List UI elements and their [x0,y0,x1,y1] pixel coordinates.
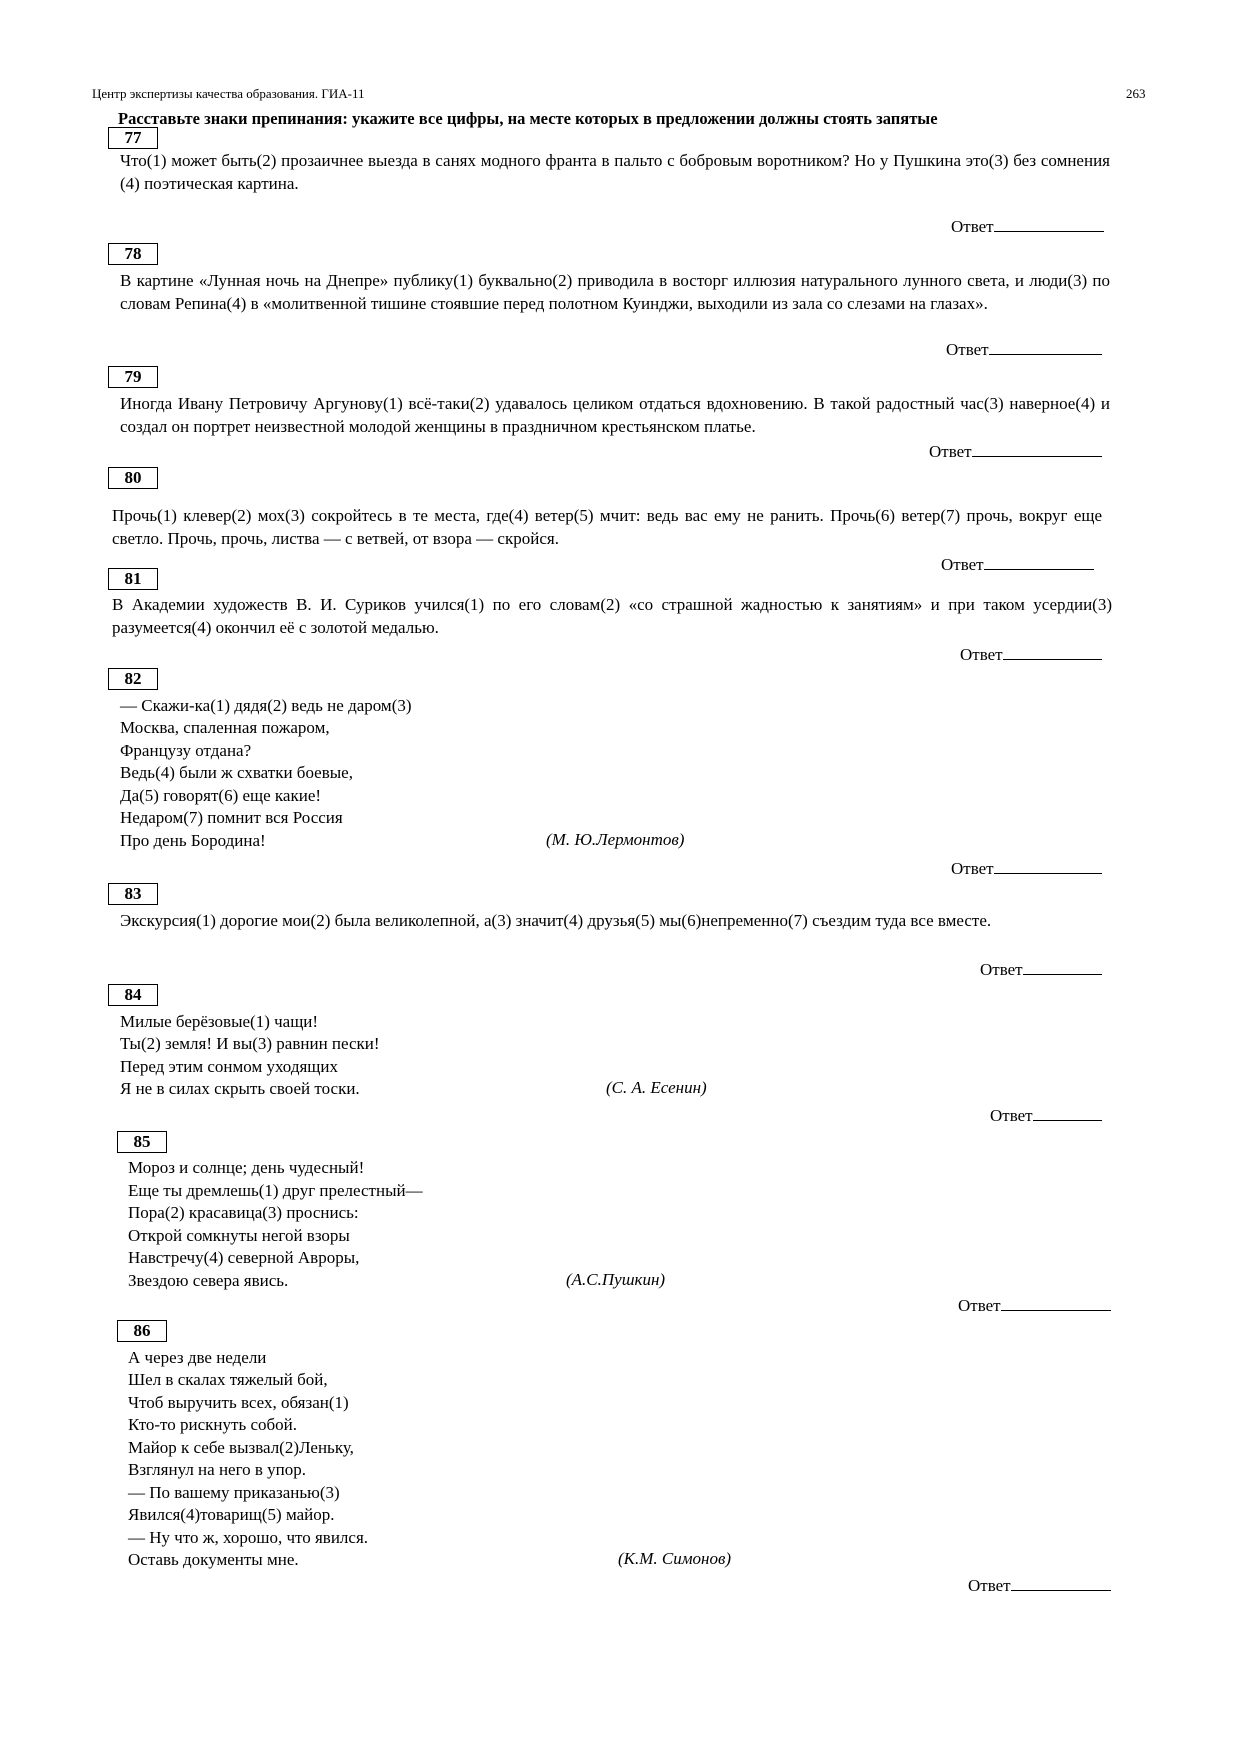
verse-line: Недаром(7) помнит вся Россия [120,808,343,827]
verse-line: Чтоб выручить всех, обязан(1) [128,1393,349,1412]
poem-author: (М. Ю.Лермонтов) [546,830,685,849]
verse-line: Взглянул на него в упор. [128,1460,307,1479]
answer-line[interactable] [994,857,1102,874]
answer-line[interactable] [984,553,1094,570]
verse-line: Ты(2) земля! И вы(3) равнин пески! [120,1034,380,1053]
answer-line[interactable] [1033,1104,1102,1121]
verse-line: Явился(4)товарищ(5) майор. [128,1505,335,1524]
task-number-box: 80 [108,467,158,489]
answer-line[interactable] [1001,1294,1111,1311]
verse-line: Милые берёзовые(1) чащи! [120,1012,319,1031]
answer-field[interactable] [946,338,1102,360]
task-number-box: 79 [108,366,158,388]
answer-line[interactable] [994,215,1104,232]
task-number-box: 77 [108,127,158,149]
answer-field[interactable] [990,1104,1102,1126]
answer-label: Ответ [941,555,984,574]
verse-line: Французу отдана? [120,741,252,760]
task-text: Иногда Ивану Петровичу Аргунову(1) всё-таки(2) удавалось целиком отдаться вдохновению. В такой радостный час(3) наверное(4) и создал он портрет неизвестной молодой женщины в праздничном крестьянском платье. [120,394,1110,436]
task-text: Прочь(1) клевер(2) мох(3) сокройтесь в те места, где(4) ветер(5) мчит: ведь вас ему не ранить. Прочь(6) ветер(7) прочь, вокруг еще светло. Прочь, прочь, листва — с ветвей, от взора — скройся. [112,506,1102,548]
answer-label: Ответ [968,1576,1011,1595]
task-number-box: 81 [108,568,158,590]
answer-line[interactable] [1003,643,1102,660]
verse-line: — Ну что ж, хорошо, что явился. [128,1528,369,1547]
answer-field[interactable] [929,440,1102,462]
answer-label: Ответ [951,217,994,236]
verse-line: Майор к себе вызвал(2)Леньку, [128,1438,354,1457]
answer-label: Ответ [929,442,972,461]
verse-line: Еще ты дремлешь(1) друг прелестный— [128,1181,423,1200]
verse-line: Мороз и солнце; день чудесный! [128,1158,365,1177]
answer-field[interactable] [980,958,1102,980]
page-number: 263 [1126,86,1146,101]
verse-line: Оставь документы мне. [128,1550,299,1569]
answer-label: Ответ [958,1296,1001,1315]
answer-field[interactable] [960,643,1102,665]
verse-line: — Скажи-ка(1) дядя(2) ведь не даром(3) [120,696,412,715]
poem-author: (К.М. Симонов) [618,1549,732,1568]
verse-line: Да(5) говорят(6) еще какие! [120,786,322,805]
answer-label: Ответ [946,340,989,359]
verse-line: — По вашему приказанью(3) [128,1483,340,1502]
poem-author: (С. А. Есенин) [606,1078,707,1097]
verse-line: А через две недели [128,1348,267,1367]
answer-line[interactable] [1011,1574,1111,1591]
task-text: Что(1) может быть(2) прозаичнее выезда в санях модного франта в пальто с бобровым воротником? Но у Пушкина это(3) без сомнения (4) поэтическая картина. [120,151,1110,193]
task-text: В картине «Лунная ночь на Днепре» публику(1) буквально(2) приводила в восторг иллюзия натурального лунного света, и люди(3) по словам Репина(4) в «молитвенной тишине стоявшие перед полотном Куинджи, выходили из зала со слезами на глазах». [120,271,1110,313]
verse-line: Москва, спаленная пожаром, [120,718,330,737]
verse-line: Кто-то рискнуть собой. [128,1415,297,1434]
verse-line: Звездою севера явись. [128,1271,289,1290]
answer-field[interactable] [951,857,1102,879]
verse-line: Перед этим сонмом уходящих [120,1057,338,1076]
answer-field[interactable] [968,1574,1111,1596]
task-number-box: 78 [108,243,158,265]
task-number-box: 82 [108,668,158,690]
answer-line[interactable] [972,440,1102,457]
answer-line[interactable] [989,338,1102,355]
answer-label: Ответ [960,645,1003,664]
answer-label: Ответ [990,1106,1033,1125]
task-number-box: 85 [117,1131,167,1153]
answer-field[interactable] [941,553,1094,575]
answer-line[interactable] [1023,958,1102,975]
task-number-box: 83 [108,883,158,905]
task-number-box: 86 [117,1320,167,1342]
answer-field[interactable] [951,215,1104,237]
instruction-heading: Расставьте знаки препинания: укажите все цифры, на месте которых в предложении должны стоять запятые [118,109,938,128]
task-number-box: 84 [108,984,158,1006]
page-header-left: Центр экспертизы качества образования. ГИА-11 [92,86,365,101]
poem-author: (А.С.Пушкин) [566,1270,666,1289]
verse-line: Пора(2) красавица(3) проснись: [128,1203,359,1222]
task-text: В Академии художеств В. И. Суриков учился(1) по его словам(2) «со страшной жадностью к занятиям» и при таком усердии(3) разумеется(4) окончил её с золотой медалью. [112,595,1112,637]
verse-line: Шел в скалах тяжелый бой, [128,1370,328,1389]
answer-label: Ответ [980,960,1023,979]
verse-line: Я не в силах скрыть своей тоски. [120,1079,360,1098]
verse-line: Про день Бородина! [120,831,266,850]
verse-line: Навстречу(4) северной Авроры, [128,1248,360,1267]
verse-line: Открой сомкнуты негой взоры [128,1226,350,1245]
verse-line: Ведь(4) были ж схватки боевые, [120,763,353,782]
answer-field[interactable] [958,1294,1111,1316]
answer-label: Ответ [951,859,994,878]
task-text: Экскурсия(1) дорогие мои(2) была великолепной, а(3) значит(4) друзья(5) мы(6)непременно(7) съездим туда все вместе. [120,911,992,930]
